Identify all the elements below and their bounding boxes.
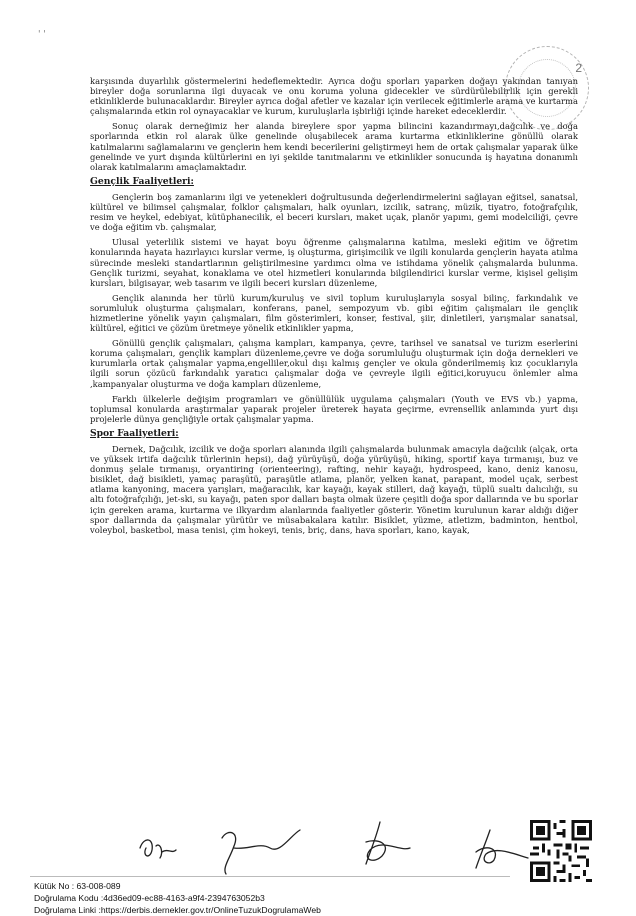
paragraph-youth-3: Gençlik alanında her türlü kurum/kuruluş ve sivil toplum kuruluşlarıyla sosyal bilinç, farkındalık ve sorumluluk oluşturma çalışmaları, konferans, panel, sempozyum vb. gibi eğitim çalışmaları ile gençlik hizmetlerine yönelik yayın çalışmaları, film gösterimleri, konser, festival, şiir, dinletileri, yarışmalar sanatsal, kültürel, eğitici ve çözüm üretmeye yönelik etkinlikler yapma, xyxy=(90,292,578,334)
document-body xyxy=(90,76,578,540)
qr-code-icon xyxy=(530,820,592,882)
verification-link[interactable]: Doğrulama Linki :https://derbis.dernekler.gov.tr/OnlineTuzukDogrulamaWeb xyxy=(34,905,321,915)
signature-3 xyxy=(366,822,410,864)
verification-footer xyxy=(34,880,594,916)
paragraph-youth-4: Gönüllü gençlik çalışmaları, çalışma kampları, kampanya, çevre, tarihsel ve sanatsal ve turizm eserlerini koruma çalışmaları, gençlik kampları düzenleme,çevre ve doğa sorumluluğu oluşturmak için doğa dernekleri ve kurumlarla ortak çalışmalar yapma,engelliler,okul dışı kalmış gençler ve okula gönderilmemiş kız çocuklarıyla ilgili sorun çözücü farkındalık yaratıcı çalışmalar doğa ve çevreyle ilgili eğitici,koruyucu önlemler alma ,kampanyalar oluşturma ve doğa kampları düzenleme, xyxy=(90,338,578,389)
heading-sports-activities: Spor Faaliyetleri: xyxy=(90,427,179,439)
paragraph-intro-continuation: karşısında duyarlılık göstermelerini hedeflemektedir. Ayrıca doğu sporları yaparken doğayı yakından tanıyan bireyler doğa sorunlarına ilgi duyacak ve onu koruma yoluna gidecekler ve sürdürülebilirlik için gerekli etkinliklerde bulunacaklardır. Bireyler ayrıca doğal afetler ve kazalar için verilecek eğitimlerle arama ve kurtarma çalışmalarında etkin rol oynayacaklar ve kurum, kuruluşlarla işbirliği içinde hareket edeceklerdir. xyxy=(90,76,578,117)
verification-code: Doğrulama Kodu :4d36ed09-ec88-4163-a9f4-2394763052b3 xyxy=(34,893,265,903)
signature-4 xyxy=(476,830,528,868)
paragraph-conclusion: Sonuç olarak derneğimiz her alanda bireylere spor yapma bilincini kazandırmayı,dağcılık ve doğa sporlarında etkin rol alarak ülke genelinde oluşabilecek arama kurtarma etkinliklerine gönüllü olarak katılmalarını sağlamalarını ve gençlerin hem kendi becerilerini geliştirmeyi hem de ortak çalışmalar yaparak ülke genelinde ve yurt dışında kültürlerini en iyi şekilde tanıtmalarını ve etkinlikler sonucunda iş hayatına donanımlı olarak katılmalarını amaçlamaktadır. xyxy=(90,121,578,172)
handwritten-signatures xyxy=(130,808,560,878)
registry-number: Kütük No : 63-008-089 xyxy=(34,881,121,891)
signature-1 xyxy=(140,840,176,858)
scan-mark: ' ' xyxy=(38,30,46,40)
page-number: 2 xyxy=(575,61,582,75)
heading-youth-activities: Gençlik Faaliyetleri: xyxy=(90,175,194,187)
paragraph-youth-1: Gençlerin boş zamanlarını ilgi ve yetenekleri doğrultusunda değerlendirmelerini sağlayan eğitsel, sanatsal, kültürel ve bilimsel çalışmalar, folklor çalışmaları, halk oyunları, izcilik, satranç, müzik, tiyatro, fotoğrafçılık, resim ve heykel, edebiyat, kütüphanecilik, el beceri kursları, maket uçak, planör yapımı, gemi modelciliği, çevre ve doğa eğitim vb. çalışmalar, xyxy=(90,191,578,233)
signature-2 xyxy=(222,830,300,874)
paragraph-sports-1: Dernek, Dağcılık, izcilik ve doğa sporları alanında ilgili çalışmalarda bulunmak amacıyla dağcılık (alçak, orta ve yüksek irtifa dağcılık türlerinin hepsi), dağ yürüyüşü, doğa yürüyüşü, hiking, sportif kaya tırmanışı, buz ve donmuş şelale tırmanışı, oryantiring (orienteering), rafting, nehir kayağı, hydrospeed, kano, deniz kanosu, bisiklet, dağ bisikleti, yamaç paraşütü, paraşütle atlama, planör, yelken kanat, parapant, model uçak, serbest atlama kanyoning, macera yarışları, mağaracılık, kar kayağı, kayak stilleri, dağ kayağı, tüplü sualtı dalıcılığı, su altı fotoğrafçılığı, jet-ski, su kayağı, paten spor dalları başta olmak üzere çeşitli doğa spor dallarında ve bu sporlar için gereken arama, kurtarma ve ilkyardım alanlarında faaliyetler gösterir. Yönetim kurulunun karar aldığı diğer spor dallarında da çalışmalar yürütür ve müsabakalara katılır. Bisiklet, yüzme, atletizm, badminton, hentbol, voleybol, basketbol, masa tenisi, çim hokeyi, tenis, briç, dans, hava sporları, kano, kayak, xyxy=(90,444,578,535)
paragraph-youth-5: Farklı ülkelerle değişim programları ve gönüllülük uygulama çalışmaları (Youth ve EVS vb.) yapma, toplumsal konularda araştırmalar yaparak projeler üreterek hayata geçirme, evrensellik anlamında yurt dışı projelerle dünya gençliğiyle ortak çalışmalar yapma. xyxy=(90,393,578,424)
signatures xyxy=(130,808,560,878)
paragraph-youth-2: Ulusal yeterlilik sistemi ve hayat boyu öğrenme çalışmalarına katılma, mesleki eğitim ve öğretim konularında hayata hazırlayıcı kurslar verme, iş oluşturma, girişimcilik ve ilgili konularda gençlerin hayata atılma sürecinde mesleki standartlarının geliştirilmesine yardımcı olma ve istihdama yönelik çalışmalarda bulunma. Gençlik turizmi, seyahat, konaklama ve otel hizmetleri konularında bilgilendirici kurslar verme, kişisel gelişim kursları, bilgisayar, web tasarım ve ilgili beceri kursları düzenleme, xyxy=(90,237,578,288)
footer-divider xyxy=(30,876,510,877)
